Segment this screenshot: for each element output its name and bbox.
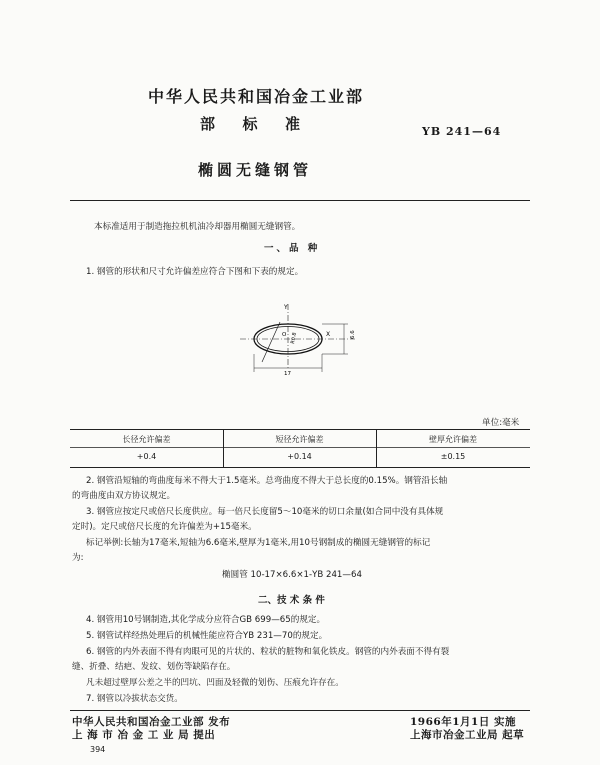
standard-char: 准 <box>284 115 300 133</box>
footer-effective-date: 1966年1月1日 实施 <box>410 716 516 728</box>
unit-label: 单位:毫米 <box>482 418 520 428</box>
table-header-cell: 壁厚允许偏差 <box>429 435 477 444</box>
table-header-cell: 长径允许偏差 <box>122 435 171 444</box>
label-y: Y <box>284 304 288 311</box>
example-line-2: 为: <box>72 553 84 563</box>
standard-type-heading <box>200 113 300 134</box>
footer-drafter: 上海市冶金工业局 起草 <box>410 729 525 741</box>
page-number: 394 <box>90 745 106 754</box>
table-column <box>376 430 530 467</box>
label-x: X <box>326 331 331 338</box>
clause-6-line-1: 6. 钢管的内外表面不得有肉眼可见的片状的、粒状的脏物和氧化铁皮。钢管的内外表面不得有裂 <box>86 647 450 657</box>
standard-char: 部 <box>200 115 216 133</box>
ministry-heading: 中华人民共和国冶金工业部 <box>148 87 365 106</box>
intro-paragraph: 本标准适用于制造拖拉机机油冷却器用椭圆无缝钢管。 <box>94 222 301 232</box>
dim-inner-label: R0.8 <box>290 332 298 345</box>
clause-4: 4. 钢管用10号钢制造,其化学成分应符合GB 699—65的规定。 <box>86 615 326 625</box>
footer-issuer: 中华人民共和国冶金工业部 发布 <box>72 716 231 728</box>
clause-7: 7. 钢管以冷拔状态交货。 <box>86 694 183 704</box>
table-value-cell: +0.4 <box>136 452 157 461</box>
clause-2-line-2: 的弯曲度由双方协议规定。 <box>72 491 176 501</box>
clause-1: 1. 钢管的形状和尺寸允许偏差应符合下图和下表的规定。 <box>86 267 304 277</box>
dim-short-label: 6.6 <box>350 330 356 339</box>
clause-6-line-3: 凡未超过壁厚公差之半的凹坑、凹面及轻微的划伤、压痕允许存在。 <box>86 678 344 688</box>
footer-proposer: 上 海 市 冶 金 工 业 局 提出 <box>72 729 216 741</box>
clause-3-line-2: 定时)。定尺或倍尺长度的允许偏差为+15毫米。 <box>72 522 257 532</box>
table-value-cell: +0.14 <box>287 452 312 461</box>
clause-6-line-2: 缝、折叠、结疤、发纹、划伤等缺陷存在。 <box>72 662 236 672</box>
ellipse-tube-diagram <box>240 300 365 380</box>
label-origin: O <box>282 332 287 338</box>
top-divider <box>70 200 530 201</box>
clause-5: 5. 钢管试样经热处理后的机械性能应符合YB 231—70的规定。 <box>86 631 328 641</box>
example-line-1: 标记举例:长轴为17毫米,短轴为6.6毫米,壁厚为1毫米,用10号钢制成的椭圆无缝钢管的标记 <box>86 538 431 548</box>
document-title: 椭圆无缝钢管 <box>198 161 313 179</box>
table-column <box>70 430 223 467</box>
standard-char: 标 <box>242 115 258 133</box>
standard-code: YB 241—64 <box>422 125 502 138</box>
example-marking: 椭圆管 10-17×6.6×1-YB 241—64 <box>222 570 362 580</box>
section-heading-varieties: 一、品 种 <box>264 243 321 254</box>
clause-2-line-1: 2. 钢管沿短轴的弯曲度每米不得大于1.5毫米。总弯曲度不得大于总长度的0.15%。钢管沿长轴 <box>86 476 448 486</box>
tolerance-table <box>70 429 530 468</box>
table-value-cell: ±0.15 <box>440 452 466 461</box>
table-column <box>223 430 376 467</box>
table-header-cell: 短径允许偏差 <box>275 435 324 444</box>
footer-divider <box>70 710 530 711</box>
dim-long-label: 17 <box>284 371 291 377</box>
section-heading-technical: 二、技 术 条 件 <box>258 595 325 606</box>
clause-3-line-1: 3. 钢管应按定尺或倍尺长度供应。每一倍尺长度留5～10毫米的切口余量(如合同中没有具体规 <box>86 507 444 517</box>
